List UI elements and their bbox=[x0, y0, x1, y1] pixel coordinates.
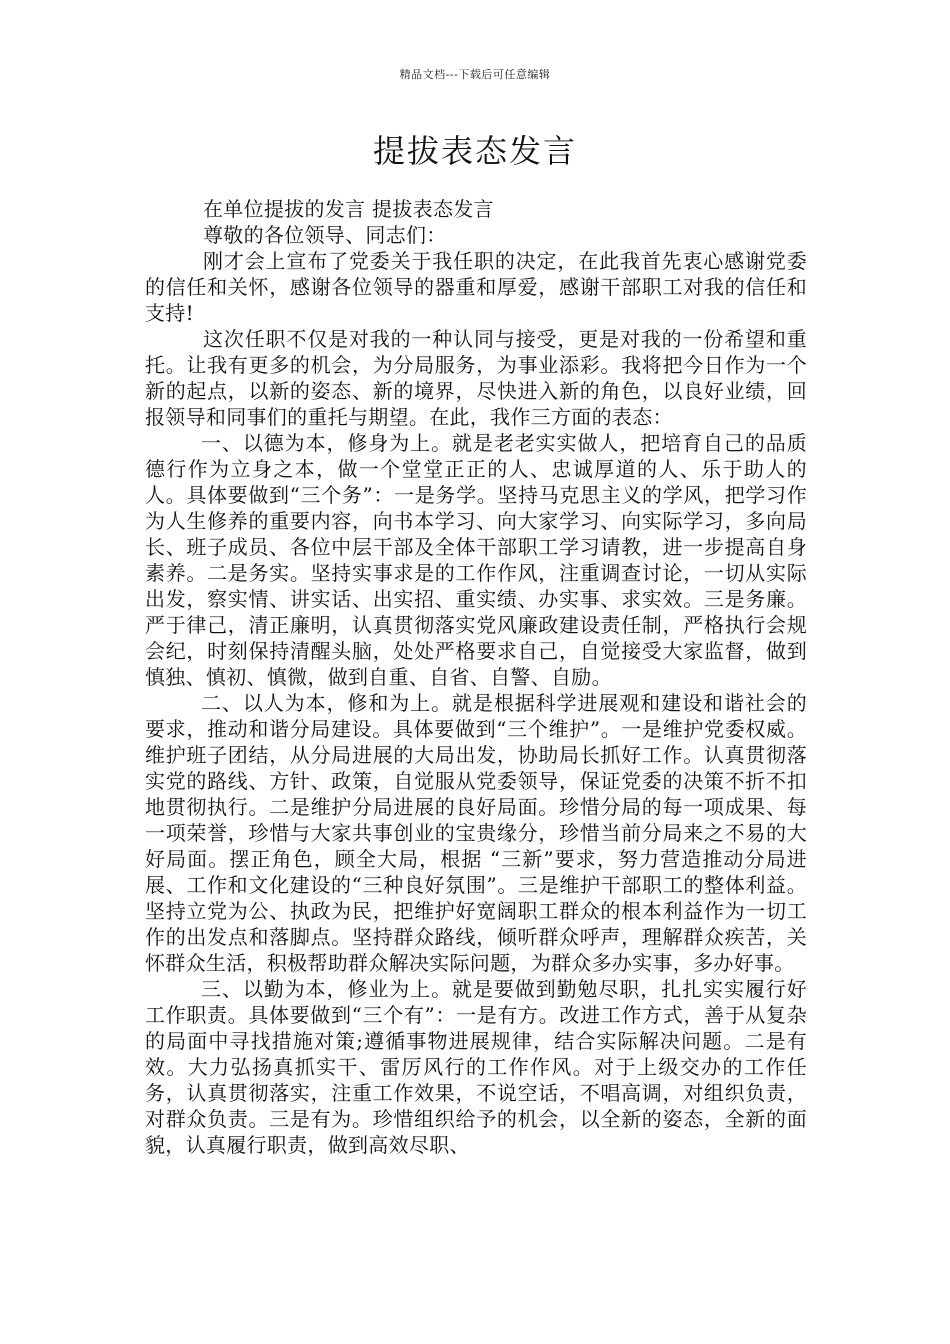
paragraph-salutation: 尊敬的各位领导、同志们： bbox=[203, 223, 447, 247]
document-title: 提拔表态发言 bbox=[372, 132, 577, 170]
header-note: 精品文档---下载后可任意编辑 bbox=[399, 68, 551, 81]
paragraph-point-two: 二、以人为本，修和为上。就是根据科学进展观和建设和谐社会的要求，推动和谐分局建设。具体要做到“三个维护”。一是维护党委权威。维护班子团结，从分局进展的大局出发，协助局长抓好工作。认真贯彻落实党的路线、方针、政策，自觉服从党委领导，保证党委的决策不折不扣地贯彻执行。二是维护分局进展的良好局面。珍惜分局的每一项成果、每一项荣誉，珍惜与大家共事创业的宝贵缘分，珍惜当前分局来之不易的大好局面。摆正角色，顾全大局，根据 “三新”要求，努力营造推动分局进展、工作和文化建设的“三种良好氛围”。三是维护干部职工的整体利益。坚持立党为公、执政为民，把维护好宽阔职工群众的根本利益作为一切工作的出发点和落脚点。坚持群众路线，倾听群众呼声，理解群众疾苦，关怀群众生活，积极帮助群众解决实际问题，为群众多办实事，多办好事。 bbox=[145, 691, 807, 975]
document-body bbox=[145, 196, 807, 1158]
paragraph-point-three: 三、以勤为本，修业为上。就是要做到勤勉尽职，扎扎实实履行好工作职责。具体要做到“三个有”：一是有方。改进工作方式，善于从复杂的局面中寻找措施对策;遵循事物进展规律，结合实际解决问题。二是有效。大力弘扬真抓实干、雷厉风行的工作作风。对于上级交办的工作任务，认真贯彻落实，注重工作效果，不说空话，不唱高调，对组织负责，对群众负责。三是有为。珍惜组织给予的机会，以全新的姿态，全新的面貌，认真履行职责，做到高效尽职、 bbox=[145, 977, 807, 1157]
paragraph-intro: 这次任职不仅是对我的一种认同与接受，更是对我的一份希望和重托。让我有更多的机会，为分局服务，为事业添彩。我将把今日作为一个新的起点，以新的姿态、新的境界，尽快进入新的角色，以良好业绩，回报领导和同事们的重托与期望。在此，我作三方面的表态： bbox=[145, 327, 807, 429]
paragraph-thanks: 刚才会上宣布了党委关于我任职的决定，在此我首先衷心感谢党委的信任和关怀，感谢各位领导的器重和厚爱，感谢干部职工对我的信任和支持! bbox=[145, 249, 807, 325]
paragraph-subtitle: 在单位提拔的发言 提拔表态发言 bbox=[203, 197, 494, 221]
paragraph-point-one: 一、以德为本，修身为上。就是老老实实做人，把培育自己的品质德行作为立身之本，做一个堂堂正正的人、忠诚厚道的人、乐于助人的人。具体要做到“三个务”：一是务学。坚持马克思主义的学风，把学习作为人生修养的重要内容，向书本学习、向大家学习、向实际学习，多向局长、班子成员、各位中层干部及全体干部职工学习请教，进一步提高自身素养。二是务实。坚持实事求是的工作作风，注重调查讨论，一切从实际出发，察实情、讲实话、出实招、重实绩、办实事、求实效。三是务廉。严于律己，清正廉明，认真贯彻落实党风廉政建设责任制，严格执行会规会纪，时刻保持清醒头脑，处处严格要求自己，自觉接受大家监督，做到慎独、慎初、慎微，做到自重、自省、自警、自励。 bbox=[145, 431, 807, 689]
